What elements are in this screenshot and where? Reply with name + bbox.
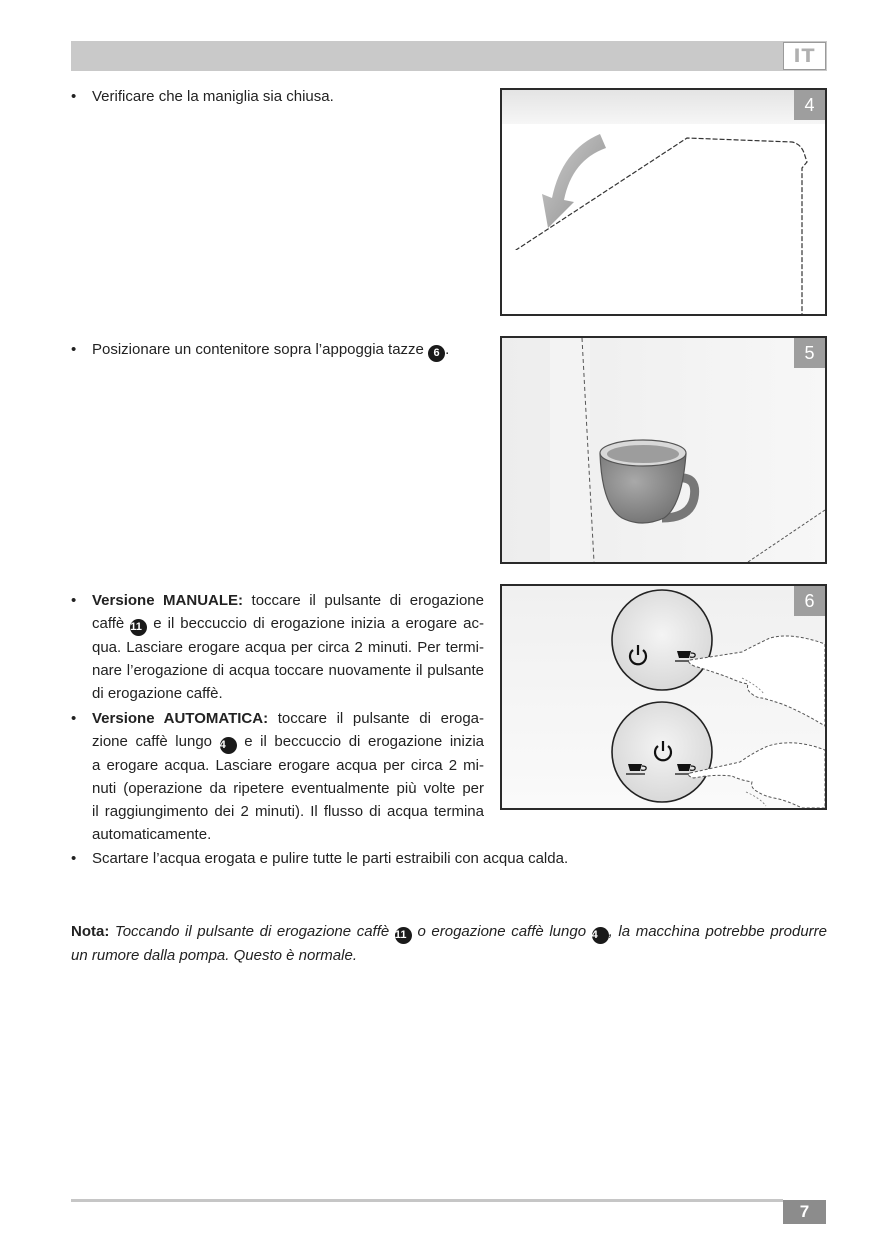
reference-number: 4 [220,737,237,754]
bullet-marker: • [71,850,77,867]
cup-illustration [502,338,825,562]
instruction-text: Scartare l’acqua erogata e pulire tutte le parti estraibili con acqua calda. [92,850,569,867]
text-segment: caffè [92,615,131,632]
text-segment: toccare il pulsante di erogazione [243,592,484,609]
figure-number: 6 [794,586,825,616]
bullet-marker: • [71,341,77,358]
reference-number: 4 [592,927,609,944]
footer-divider [71,1199,783,1202]
text-segment: e il beccuccio di erogazione inizia a erogare ac- [147,615,484,632]
figure-number: 5 [794,338,825,368]
text-line: nare l’erogazione di acqua toccare nuovamente il pulsante [92,662,484,679]
note [71,920,827,967]
bullet-marker: • [71,710,77,727]
handle-closed-illustration [502,90,825,314]
version-label: Versione AUTOMATICA: [92,710,269,727]
text-segment: . [445,341,450,358]
text-segment: zione caffè lungo [92,733,220,750]
text-line: qua. Lasciare erogare acqua per circa 2 minuti. Per termi- [92,639,484,656]
bullet-marker: • [71,88,77,105]
reference-number: 6 [428,345,445,362]
text-segment: e il beccuccio di erogazione inizia [236,733,484,750]
figure-6 [500,584,827,810]
reference-number: 11 [130,619,147,636]
header-bar [71,41,827,71]
text-line: di erogazione caffè. [92,685,223,702]
bullet-marker: • [71,592,77,609]
instruction-text: Verificare che la maniglia sia chiusa. [92,88,334,105]
instruction-text [92,338,449,362]
note-label: Nota: [71,923,110,940]
instruction-text [92,707,484,846]
text-segment: toccare il pulsante di eroga- [268,710,485,727]
figure-5 [500,336,827,564]
text-segment: , la macchina potrebbe produrre [608,923,828,940]
instruction-text [92,589,484,705]
cup-icon [600,440,695,523]
text-segment: o erogazione caffè lungo [411,923,592,940]
text-segment: Posizionare un contenitore sopra l’appoggia tazze [92,341,429,358]
figure-4 [500,88,827,316]
text-line: a erogare acqua. Lasciare erogare acqua per circa 2 mi- [92,757,484,774]
language-badge: IT [783,42,826,70]
figure-number: 4 [794,90,825,120]
text-line: il raggiungimento dei 2 minuti). Il flusso di acqua termina [92,803,484,820]
text-line: un rumore dalla pompa. Questo è normale. [71,947,357,964]
text-line: nuti (operazione da ripetere eventualmente più volte per [92,780,484,797]
text-line: automaticamente. [92,826,212,843]
reference-number: 11 [395,927,412,944]
touch-buttons-illustration [502,586,825,808]
version-label: Versione MANUALE: [92,592,244,609]
page-number: 7 [783,1200,826,1224]
text-segment: Toccando il pulsante di erogazione caffè [109,923,395,940]
